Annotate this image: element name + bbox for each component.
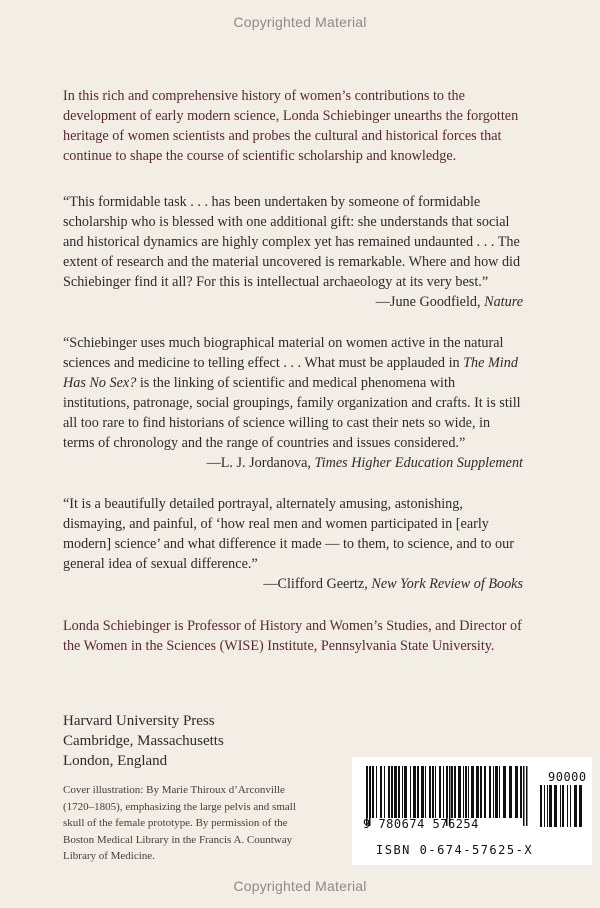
cover-illustration-credit: Cover illustration: By Marie Thiroux d’Arconville (1720–1805), emphasizing the large pelvis and small skull of the female prototype. By permission of the Boston Medical Library in the Francis A. Countway Library of Medicine. bbox=[63, 784, 296, 863]
quote-text bbox=[63, 333, 523, 453]
quote-text-part: “Schiebinger uses much biographical material on women active in the natural sciences and medicine to telling effect . . . What must be applauded in bbox=[63, 335, 504, 371]
quote-book-title: The Mind Has No Sex? bbox=[63, 355, 518, 391]
isbn-number: ISBN 0-674-57625-X bbox=[376, 843, 534, 857]
publisher-block bbox=[63, 711, 224, 771]
quote-author: —Clifford Geertz, bbox=[263, 576, 372, 592]
review-quote-1 bbox=[63, 192, 523, 312]
publisher-city: Cambridge, Massachusetts bbox=[63, 733, 224, 749]
quote-attribution bbox=[63, 574, 523, 594]
quote-attribution bbox=[63, 292, 523, 312]
back-cover-content bbox=[63, 86, 523, 670]
barcode-price-addon: 90000 bbox=[548, 770, 587, 784]
watermark-top: Copyrighted Material bbox=[233, 14, 367, 30]
quote-text-part: is the linking of scientific and medical phenomena with institutions, patronage, social groupings, family organization and crafts. It is still all too rare to find historians of science willing to cast their nets so wide, in terms of chronology and the range of countries and issues considered.” bbox=[63, 375, 521, 451]
barcode-number: 9 780674 576254 bbox=[363, 817, 479, 831]
author-bio: Londa Schiebinger is Professor of History and Women’s Studies, and Director of the Women in the Sciences (WISE) Institute, Pennsylvania State University. bbox=[63, 618, 522, 654]
quote-text: “It is a beautifully detailed portrayal, alternately amusing, astonishing, dismaying, and painful, of ‘how real men and women participated in [early modern] science’ and what difference it made — to them, to science, and to our general idea of sexual difference.” bbox=[63, 496, 514, 572]
publisher-name: Harvard University Press bbox=[63, 713, 215, 729]
quote-author: —L. J. Jordanova, bbox=[206, 455, 315, 471]
watermark-bottom: Copyrighted Material bbox=[233, 878, 367, 894]
book-blurb: In this rich and comprehensive history of women’s contributions to the development of early modern science, Londa Schiebinger unearths the forgotten heritage of women scientists and probes the cultural and historical forces that continue to shape the course of scientific scholarship and knowledge. bbox=[63, 88, 519, 164]
quote-author: —June Goodfield, bbox=[375, 294, 485, 310]
quote-attribution bbox=[63, 453, 523, 473]
quote-source: New York Review of Books bbox=[371, 576, 523, 592]
quote-source: Nature bbox=[484, 294, 523, 310]
quote-text: “This formidable task . . . has been undertaken by someone of formidable scholarship who is blessed with one additional gift: she understands that social and historical dynamics are highly complex yet has remained undaunted . . . The extent of research and the material uncovered is remarkable. Where and how did Schiebinger find it all? For this is intellectual archaeology at its very best.” bbox=[63, 194, 521, 290]
review-quote-2 bbox=[63, 333, 523, 473]
isbn-barcode bbox=[352, 757, 592, 865]
publisher-city-2: London, England bbox=[63, 753, 168, 769]
quote-source: Times Higher Education Supplement bbox=[314, 455, 523, 471]
review-quote-3 bbox=[63, 494, 523, 594]
